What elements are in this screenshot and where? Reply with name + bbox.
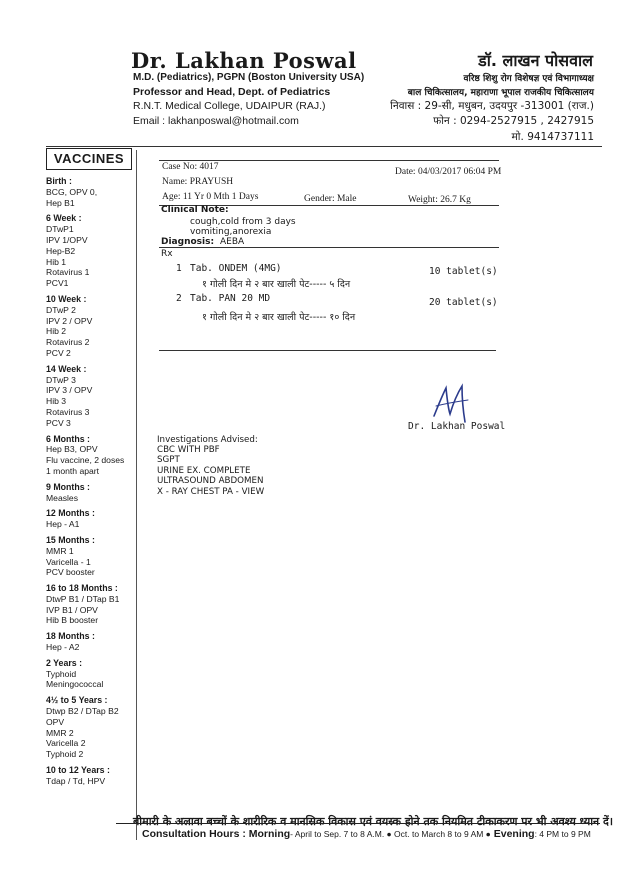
vaccine-item: Hib 3 <box>46 396 67 407</box>
vaccine-item: PCV 3 <box>46 417 71 428</box>
vaccine-item: Hep B1 <box>46 197 75 208</box>
vaccine-age-title: 6 Week : <box>46 213 82 224</box>
medicine-quantity: 10 tablet(s) <box>429 266 498 277</box>
vaccine-item: PCV 2 <box>46 347 71 358</box>
vaccine-item: Meningococcal <box>46 679 104 690</box>
medicine-dosage-hindi: १ गोली दिन मे २ बार खाली पेट----- ५ दिन <box>202 279 351 290</box>
doctor-name: Dr. Lakhan Poswal <box>131 48 357 73</box>
vaccine-schedule <box>46 176 130 792</box>
patient-weight: Weight: 26.7 Kg <box>408 195 471 205</box>
investigation-item: SGPT <box>157 455 180 465</box>
vaccine-item: Hep B3, OPV <box>46 444 98 455</box>
vaccine-group <box>46 765 130 787</box>
vaccine-item: 1 month apart <box>46 465 100 476</box>
vaccine-item: Typhoid <box>46 668 77 679</box>
vaccine-item: Rotavirus 2 <box>46 337 90 348</box>
vaccine-item: Varicella - 1 <box>46 556 91 567</box>
consultation-hours <box>142 828 591 840</box>
vaccine-item: PCV1 <box>46 278 69 289</box>
college-name: R.N.T. Medical College, UDAIPUR (RAJ.) <box>133 100 326 112</box>
vaccine-age-title: 12 Months : <box>46 508 95 519</box>
phone-hindi: फोन : 0294-2527915 , 2427915 <box>433 115 594 127</box>
vaccine-item: DTwP 3 <box>46 374 76 385</box>
vaccine-age-title: 15 Months : <box>46 534 95 545</box>
diagnosis-label: Diagnosis: <box>161 237 215 247</box>
vaccine-group <box>46 176 130 208</box>
medicine-quantity: 20 tablet(s) <box>429 297 498 308</box>
doctor-title-hindi: वरिष्ठ शिशु रोग विशेषज्ञ एवं विभागाध्यक्ष <box>463 74 594 84</box>
vaccine-age-title: 16 to 18 Months : <box>46 583 118 594</box>
vaccine-item: Hib B booster <box>46 615 99 626</box>
vaccine-item: Hep-B2 <box>46 245 76 256</box>
diagnosis-value: AEBA <box>220 237 245 247</box>
doctor-position: Professor and Head, Dept. of Pediatrics <box>133 86 331 98</box>
clinical-note-label: Clinical Note: <box>161 205 229 215</box>
doctor-name-hindi: डॉ. लाखन पोसवाल <box>478 51 593 70</box>
vaccine-item: Flu vaccine, 2 doses <box>46 455 125 466</box>
vaccine-item: MMR 1 <box>46 545 74 556</box>
prescription-end-rule <box>159 350 496 351</box>
medicine-number: 2 <box>176 293 182 304</box>
hospital-hindi: बाल चिकित्सालय, महाराणा भूपाल राजकीय चिकित्सालय <box>407 88 594 98</box>
vaccine-item: Varicella 2 <box>46 738 86 749</box>
vaccine-age-title: 9 Months : <box>46 481 90 492</box>
investigations-title: Investigations Advised: <box>157 435 258 445</box>
signature-name: Dr. Lakhan Poswal <box>408 421 506 432</box>
vaccine-age-title: 2 Years : <box>46 657 83 668</box>
vaccine-item: Dtwp B2 / DTap B2 <box>46 706 119 717</box>
vaccine-group <box>46 508 130 530</box>
vaccine-age-title: 6 Months : <box>46 433 90 444</box>
patient-age: Age: 11 Yr 0 Mth 1 Days <box>162 192 259 202</box>
signature-scribble-icon <box>428 382 474 426</box>
investigation-item: URINE EX. COMPLETE <box>157 466 251 476</box>
patient-gender: Gender: Male <box>304 194 357 204</box>
vaccine-age-title: Birth : <box>46 176 72 186</box>
diagnosis-rule <box>159 247 499 248</box>
vaccines-title: VACCINES <box>53 151 125 166</box>
vaccine-group <box>46 658 130 690</box>
morning-label: Morning <box>248 828 291 840</box>
address-hindi: निवास : 29-सी, मधुबन, उदयपुर -313001 (राज.) <box>390 100 594 112</box>
header-divider <box>46 146 602 147</box>
vaccine-group <box>46 434 130 477</box>
doctor-email: Email : lakhanposwal@hotmail.com <box>133 115 299 127</box>
investigation-item: X - RAY CHEST PA - VIEW <box>157 487 265 497</box>
medicine-number: 1 <box>176 263 182 274</box>
vaccines-title-box <box>46 148 132 170</box>
vaccine-item: Hib 2 <box>46 326 67 337</box>
vaccine-group <box>46 482 130 504</box>
consultation-hours-bar <box>116 823 600 846</box>
vaccine-item: Rotavirus 1 <box>46 267 90 278</box>
vaccine-item: IPV 1/OPV <box>46 234 88 245</box>
patient-name: Name: PRAYUSH <box>162 177 234 187</box>
case-top-rule <box>159 160 499 161</box>
vaccine-item: Tdap / Td, HPV <box>46 775 106 786</box>
vaccine-age-title: 4½ to 5 Years : <box>46 695 108 706</box>
medicine-name: Tab. ONDEM (4MG) <box>190 263 282 274</box>
medicine-name: Tab. PAN 20 MD <box>190 293 271 304</box>
case-number: Case No: 4017 <box>162 162 219 172</box>
morning-hours: - April to Sep. 7 to 8 A.M. ● Oct. to March 8 to 9 AM ● <box>290 829 491 839</box>
vaccine-group <box>46 695 130 760</box>
vaccine-item: Rotavirus 3 <box>46 406 90 417</box>
doctor-degrees: M.D. (Pediatrics), PGPN (Boston University USA) <box>133 72 365 83</box>
vaccine-item: IPV 2 / OPV <box>46 315 93 326</box>
vaccine-age-title: 14 Week : <box>46 363 87 374</box>
vaccine-item: DTwP 2 <box>46 304 76 315</box>
clinical-note-line: vomiting,anorexia <box>190 227 272 237</box>
vaccine-item: BCG, OPV 0, <box>46 186 98 197</box>
vaccine-group <box>46 294 130 359</box>
vaccine-group <box>46 631 130 653</box>
evening-hours: : 4 PM to 9 PM <box>534 829 591 839</box>
evening-label: Evening <box>493 828 535 840</box>
vaccine-age-title: 10 to 12 Years : <box>46 765 110 776</box>
vaccine-group <box>46 583 130 626</box>
vaccine-item: Hep - A2 <box>46 642 80 653</box>
column-divider <box>136 150 137 840</box>
investigation-item: ULTRASOUND ABDOMEN <box>157 476 264 486</box>
vaccine-item: OPV <box>46 716 65 727</box>
vaccine-age-title: 18 Months : <box>46 631 95 642</box>
vaccine-item: IVP B1 / OPV <box>46 604 98 615</box>
prescription-date: Date: 04/03/2017 06:04 PM <box>395 167 502 177</box>
vaccine-item: DtwP B1 / DTap B1 <box>46 593 120 604</box>
rx-symbol: Rx <box>161 249 173 259</box>
investigation-item: CBC WITH PBF <box>157 445 220 455</box>
vaccine-group <box>46 364 130 429</box>
mobile-hindi: मो. 9414737111 <box>511 131 594 143</box>
vaccine-item: Hib 1 <box>46 256 67 267</box>
medicine-dosage-hindi: १ गोली दिन मे २ बार खाली पेट----- १० दिन <box>202 312 356 323</box>
vaccine-item: PCV booster <box>46 567 95 578</box>
vaccine-item: Hep - A1 <box>46 519 80 530</box>
footer-vaccination-note-hindi: बीमारी के अलावा बच्चों के शारीरिक व मानसिक विकास एवं वयस्क होने तक नियमित टीकाकरण पर भी अवश्य ध्यान दें। <box>133 815 613 828</box>
vaccine-group <box>46 213 130 289</box>
hours-label: Consultation Hours : <box>142 828 246 840</box>
vaccine-item: IPV 3 / OPV <box>46 385 93 396</box>
vaccine-item: Typhoid 2 <box>46 749 84 760</box>
vaccine-group <box>46 535 130 578</box>
vaccine-item: DTwP1 <box>46 224 74 235</box>
clinical-note-line: cough,cold from 3 days <box>190 217 296 227</box>
vaccine-age-title: 10 Week : <box>46 293 87 304</box>
vaccine-item: Measles <box>46 492 78 503</box>
vaccine-item: MMR 2 <box>46 727 74 738</box>
